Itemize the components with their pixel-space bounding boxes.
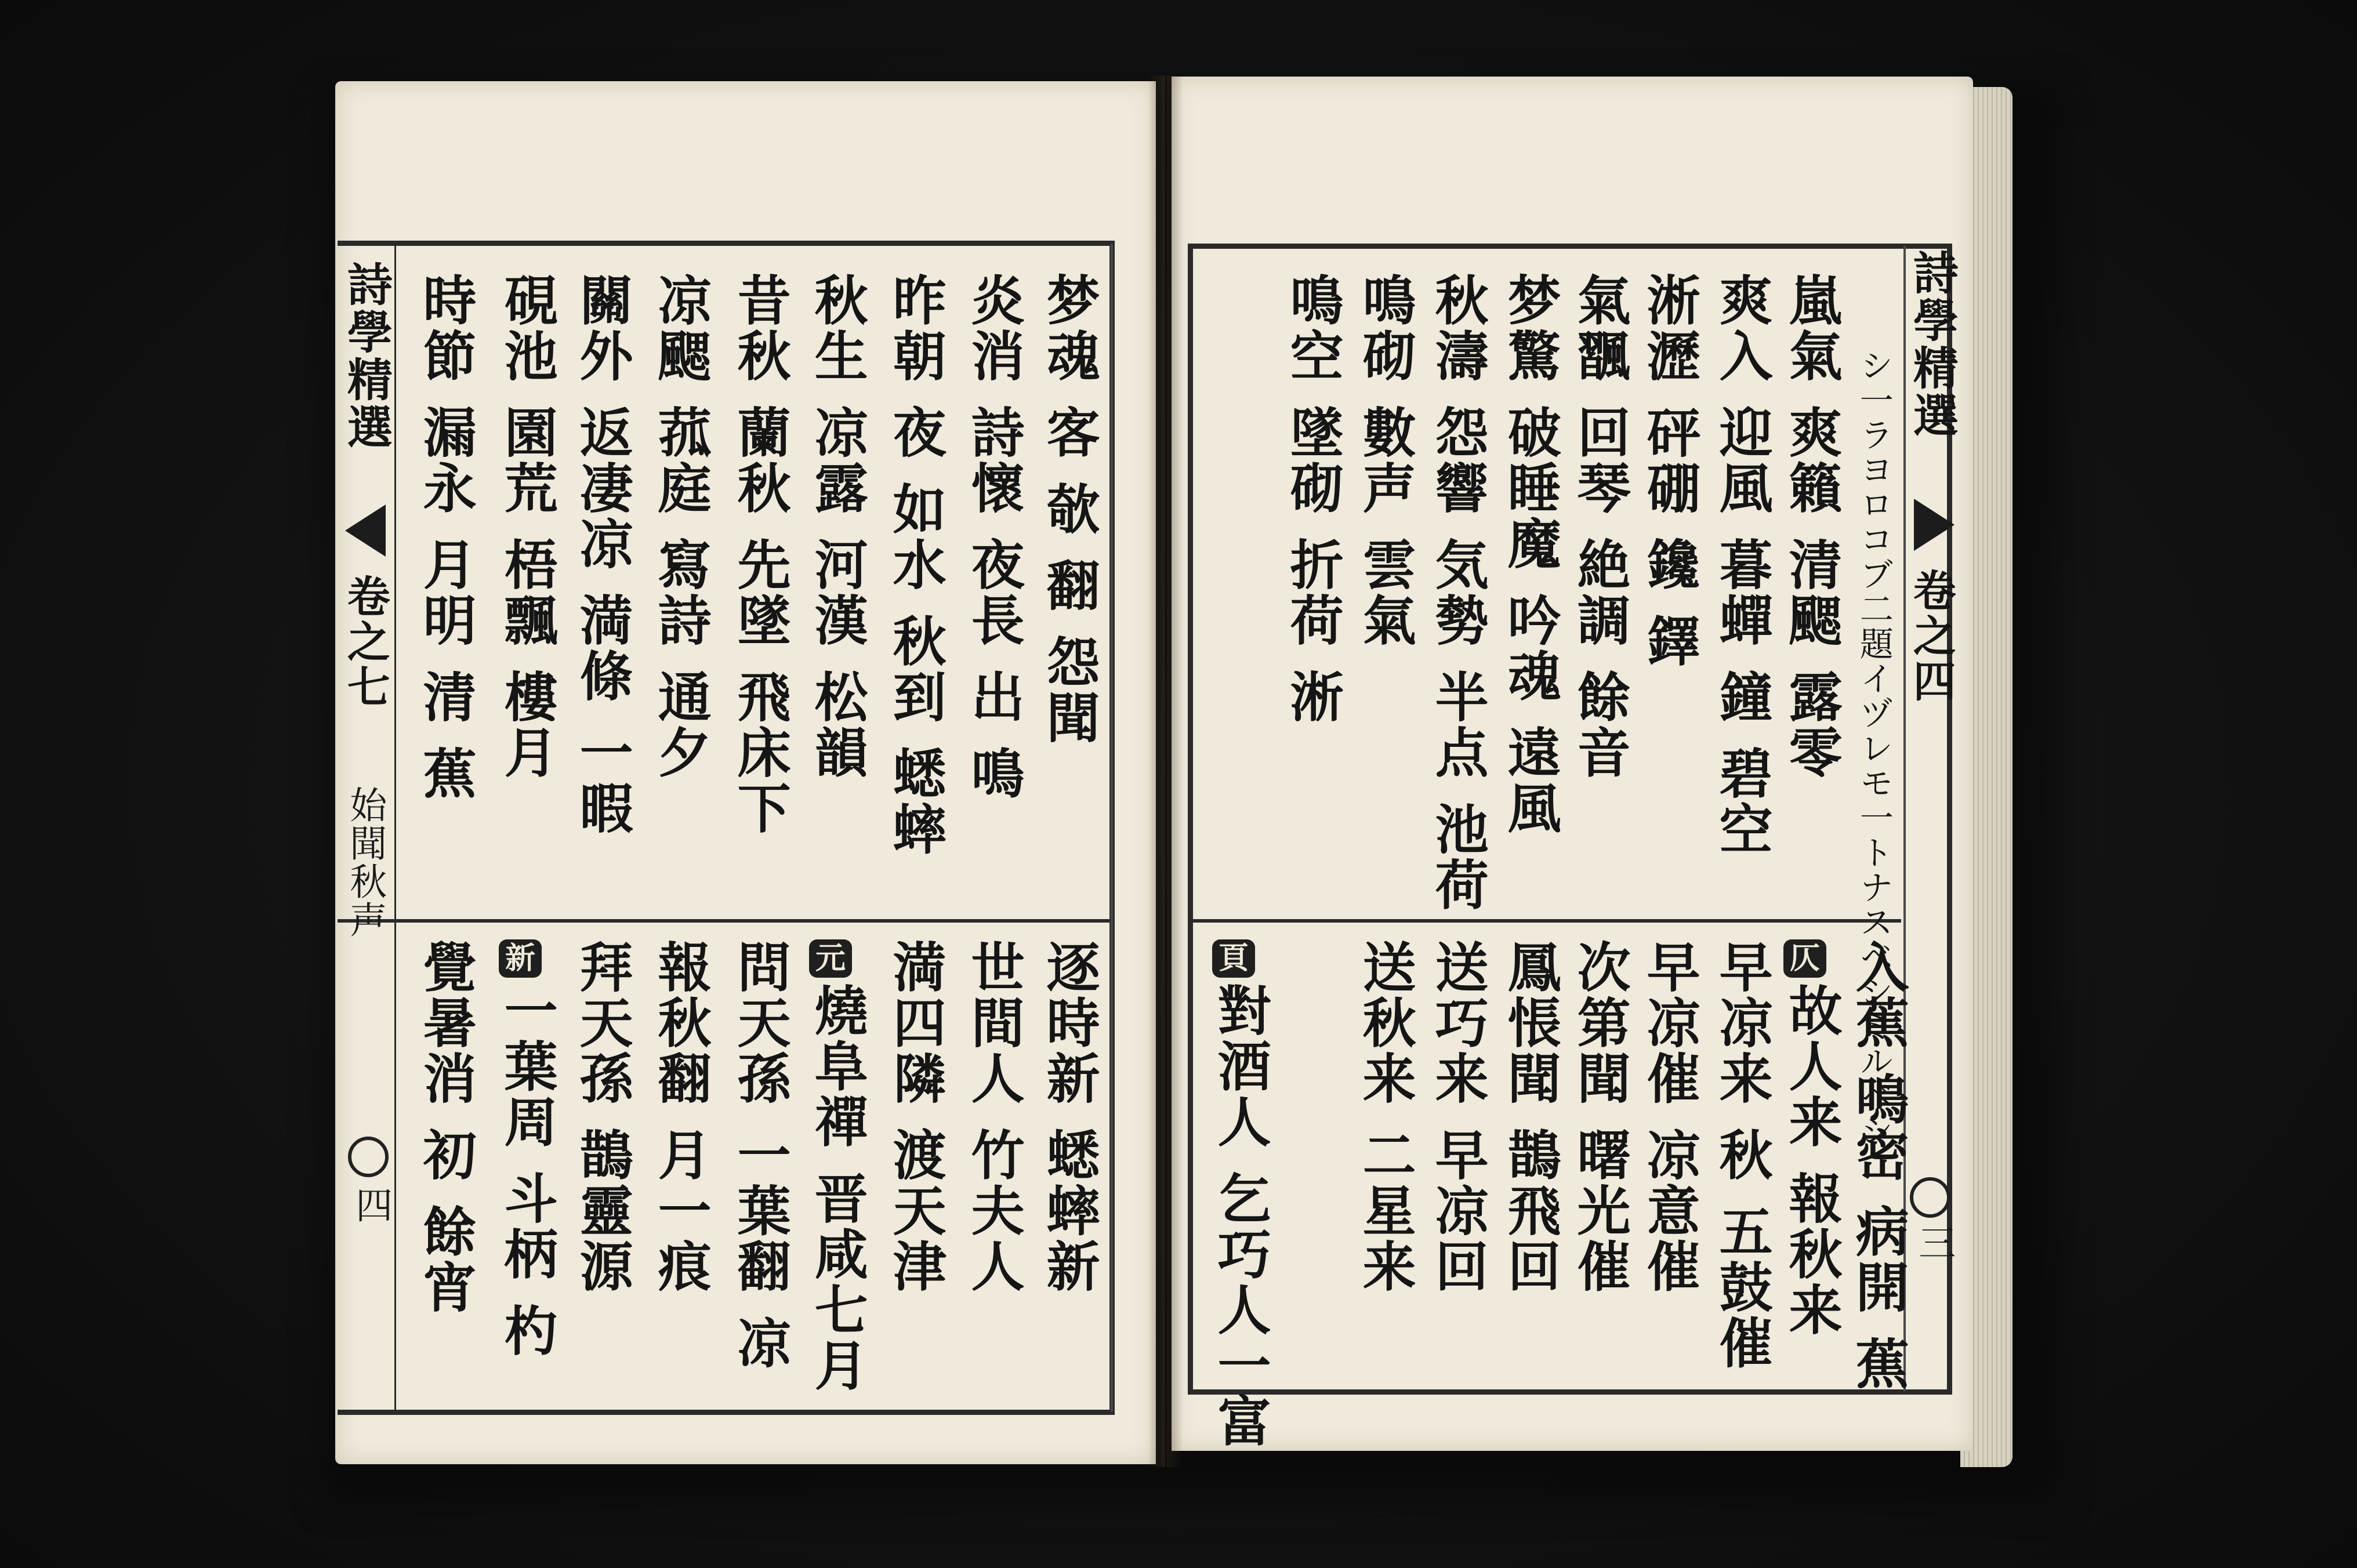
folio-circle [348,1137,389,1177]
header-note: シ一ラヨロコブ二題イヅレモ一トナスベシミルベシ [1854,348,1894,1148]
text-column: 拜天孫 鵲靈源 [571,939,634,1295]
text-column: 世間人 竹夫人 [962,939,1025,1295]
side-note: 始聞秋声 [343,786,387,939]
text-column: 凉颸 菰庭 寫詩 通夕 [649,273,712,781]
text-column: 報秋翻 月一痕 [649,939,712,1295]
text-column: 入蕉 鳴密 病開 蕉 [1847,939,1910,1392]
hashira-fish-tail [345,504,386,557]
text-column: 一葉周 斗柄 杓 [495,983,559,1359]
column-rule [1111,244,1113,1412]
folio-circle [1910,1177,1950,1218]
text-column: 對酒人 乞巧人一富 [1209,983,1272,1450]
folio-number: 三 [1912,1224,1956,1262]
text-column: 問天孫 一葉翻 凉 [728,939,792,1371]
hashira-fish-tail [1914,499,1955,551]
text-column: 梦魂 客 欹 翻 怨聞 [1038,273,1101,746]
text-column: 淅瀝 砰硼 鑱 鐸 [1638,273,1701,670]
tone-marker: 新 [499,939,542,978]
text-column: 時節 漏永 月明 清 蕉 [414,273,477,802]
text-column: 硯池 園荒 梧飄 樓月 [495,273,559,781]
text-column: 秋生 凉露 河漢 松韻 [806,273,869,781]
folio-number: 四 [349,1186,393,1224]
text-column: 鳳悵聞 鵲飛回 [1499,939,1562,1295]
text-column: 満四隣 渡天津 [884,939,947,1295]
text-column: 逐時新 蟋蟀新 [1038,939,1101,1295]
text-column: 鳴砌 數声 雲氣 [1354,273,1417,649]
text-column: 鳴空 墜砌 折荷 淅 [1281,273,1344,725]
tone-marker: 元 [809,939,852,978]
tone-marker: 頁 [1212,939,1255,978]
running-title: 詩學精選 [339,261,393,451]
text-column: 燒阜禪 晋咸七月 [806,983,869,1394]
text-column: 氣飁 回琴 絶調 餘音 [1568,273,1631,781]
book-gutter [1148,75,1183,1467]
text-column: 昔秋 蘭秋 先墜 飛床下 [728,273,792,837]
volume-label: 卷之七 [340,574,390,710]
left-page-divider [338,919,1115,923]
text-column: 炎消 詩懷 夜長 出 鳴 [962,273,1025,802]
text-column: 嵐氣 爽籟 清颸 露零 [1780,273,1843,781]
text-column: 梦驚 破睡魔 吟魂 遠風 [1499,273,1562,837]
running-title: 詩學精選 [1905,249,1959,440]
tone-marker: 仄 [1783,939,1826,978]
text-column: 關外 返凄凉 満條 一暇 [571,273,634,837]
volume-label: 卷之四 [1906,568,1956,704]
hashira-rule [394,244,396,1412]
text-column: 早凉催 凉意催 [1638,939,1701,1295]
text-column: 送巧来 早凉回 [1426,939,1489,1295]
text-column: 次第聞 曙光催 [1568,939,1631,1295]
text-column: 送秋来 二星来 [1354,939,1417,1295]
text-column: 覺暑消 初 餘宵 [414,939,477,1316]
text-column: 早凉来 秋 五鼓催 [1710,939,1774,1371]
text-column: 故人来 報秋来 [1780,983,1843,1338]
right-page-divider [1188,919,1901,923]
text-column: 爽入 迎風 暮蟬 鐘 碧空 [1710,273,1774,858]
text-column: 昨朝 夜 如水 秋到 蟋蟀 [884,273,947,858]
text-column: 秋濤 怨響 気勢 半点 池荷 [1426,273,1489,913]
